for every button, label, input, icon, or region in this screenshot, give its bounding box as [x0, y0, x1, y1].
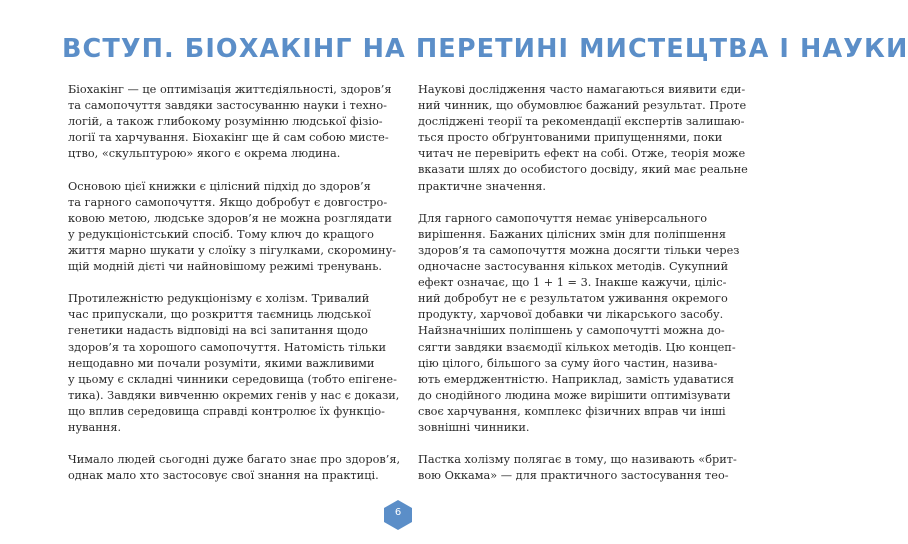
text-line: у цьому є складні чинники середовища (тобто епігене- [68, 372, 397, 386]
text-line: досліджені теорії та рекомендації експертів залишаю- [418, 115, 745, 129]
text-line: та гарного самопочуття. Якщо добробут є довгостро- [68, 195, 388, 209]
text-line: ний чинник, що обумовлює бажаний результат. Проте [418, 99, 747, 113]
right-column [418, 82, 748, 500]
text-line: однак мало хто застосовує свої знання на практиці. [68, 469, 379, 483]
paragraph [68, 291, 400, 436]
text-line: Пастка холізму полягає в тому, що називають «брит- [418, 453, 737, 467]
text-line: вказати шлях до особистого досвіду, який має реальне [418, 163, 748, 177]
page-number: 6 [394, 507, 402, 518]
paragraph [418, 211, 744, 436]
text-line: вою Оккама» — для практичного застосування тео- [418, 469, 729, 483]
text-line: та самопочуття завдяки застосуванню науки і техно- [68, 99, 387, 113]
text-line: цію цілого, більшого за суму його частин, назива- [418, 356, 718, 370]
chapter-heading: ВСТУП. БІОХАКІНГ НА ПЕРЕТИНІ МИСТЕЦТВА І НАУКИ [62, 34, 908, 64]
text-line: Найзначніших поліпшень у самопочутті можна до- [418, 324, 725, 338]
text-line: Основою цієї книжки є цілісний підхід до здоров’я [68, 179, 371, 193]
text-line: сягти завдяки взаємодії кількох методів. Цю концеп- [418, 340, 736, 354]
left-column [68, 82, 401, 500]
page-number-badge [384, 500, 412, 530]
text-line: тика). Завдяки вивченню окремих генів у нас є докази, [68, 388, 400, 402]
text-line: вирішення. Бажаних цілісних змін для поліпшення [418, 227, 727, 241]
text-line: нещодавно ми почали розуміти, якими важливими [68, 356, 375, 370]
paragraph [68, 179, 397, 276]
text-line: нування. [68, 420, 122, 434]
text-line: до снодійного людина може вирішити оптимізувати [418, 388, 731, 402]
text-line: логій, а також глибокому розумінню людської фізіо- [68, 115, 383, 129]
text-line: щій модній дієті чи найновішому режимі тренувань. [68, 260, 382, 274]
text-line: продукту, харчової добавки чи лікарського засобу. [418, 308, 724, 322]
text-line: своє харчування, комплекс фізичних вправ чи інші [418, 404, 726, 418]
text-line: логії та харчування. Біохакінг ще й сам собою мисте- [68, 131, 389, 145]
text-line: здоров’я та самопочуття можна досягти тільки через [418, 243, 740, 257]
text-line: ють емерджентністю. Наприклад, замість удаватися [418, 372, 735, 386]
text-line: Біохакінг — це оптимізація життєдіяльності, здоров’я [68, 83, 392, 96]
text-line: читач не перевірить ефект на собі. Отже, теорія може [418, 147, 746, 161]
text-line: здоров’я та хорошого самопочуття. Натомість тільки [68, 340, 387, 354]
paragraph [68, 452, 401, 484]
text-line: генетики надасть відповіді на всі запитання щодо [68, 324, 368, 338]
text-line: Для гарного самопочуття немає універсального [418, 211, 708, 225]
text-line: ефект означає, що 1 + 1 = 3. Інакше кажучи, ціліс- [418, 276, 727, 290]
text-line: у редукціоністський спосіб. Тому ключ до кращого [68, 227, 374, 241]
text-line: час припускали, що розкриття таємниць людської [68, 308, 371, 322]
text-line: Протилежністю редукціонізму є холізм. Тривалий [68, 292, 370, 306]
text-line: цтво, «скульптурою» якого є окрема людина. [68, 147, 341, 161]
paragraph [68, 82, 394, 162]
text-line: практичне значення. [418, 179, 546, 193]
text-line: що вплив середовища справді контролює їх функціо- [68, 404, 385, 418]
text-line: зовнішні чинники. [418, 420, 530, 434]
text-line: ний добробут не є результатом уживання окремого [418, 292, 728, 306]
text-line: життя марно шукати у слоїку з пігулками, скоромину- [68, 243, 397, 257]
text-line: Наукові дослідження часто намагаються виявити єди- [418, 83, 746, 96]
paragraph [418, 82, 748, 195]
text-line: одночасне застосування кількох методів. Сукупний [418, 260, 729, 274]
paragraph [418, 452, 744, 484]
text-line: ковою метою, людське здоров’я не можна розглядати [68, 211, 392, 225]
text-line: ться просто обґрунтованими припущеннями, поки [418, 131, 723, 145]
text-line: Чимало людей сьогодні дуже багато знає про здоров’я, [68, 453, 401, 467]
